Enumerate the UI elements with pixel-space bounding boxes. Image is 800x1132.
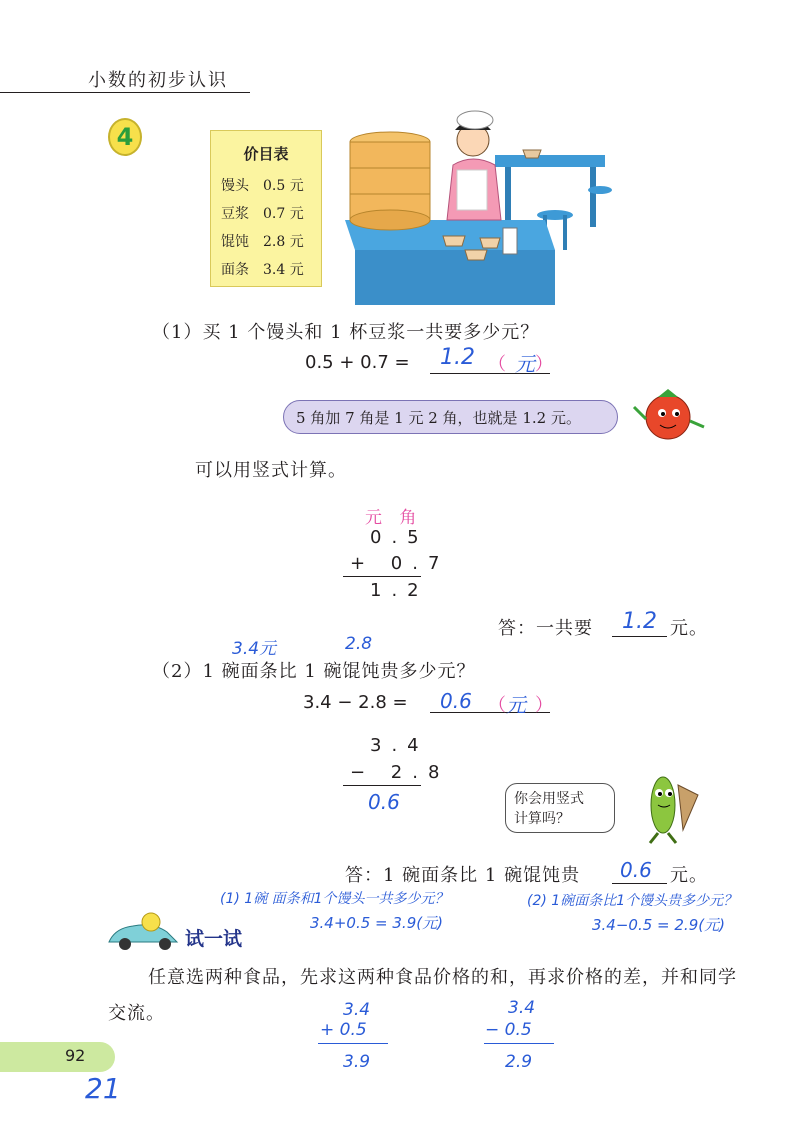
vertical-calc-note: 可以用竖式计算。 xyxy=(195,460,347,481)
hw-note-price-b: 2.8 xyxy=(345,634,373,654)
answer-1-blank xyxy=(612,636,667,637)
hw-vertical-2-result: 2.9 xyxy=(505,1052,533,1072)
equation-2: 3.4 − 2.8 = xyxy=(303,692,408,713)
vertical-rule-2 xyxy=(343,785,421,786)
hw-vertical-1-result: 3.9 xyxy=(343,1052,371,1072)
example-number-badge: 4 xyxy=(108,118,142,156)
unit-paren-open-2: （ xyxy=(488,695,506,716)
hw-try-answer-1: 3.4+0.5 = 3.9(元) xyxy=(310,914,443,932)
bubble-line-2: 计算吗？ xyxy=(514,811,570,827)
question-2: （2）1 碗面条比 1 碗馄饨贵多少元？ xyxy=(152,661,476,682)
hw-vertical-2-rule xyxy=(484,1043,554,1044)
question-1: （1）买 1 个馒头和 1 杯豆浆一共要多少元？ xyxy=(152,322,540,343)
hw-answer-2: 0.6 xyxy=(440,689,472,713)
hw-vertical-1-top: 3.4 xyxy=(343,1000,371,1020)
price-item-name: 面条 xyxy=(221,262,249,278)
hw-try-question-2: (2) 1碗面条比1个馒头贵多少元？ xyxy=(527,893,738,909)
try-section-text: 任意选两种食品，先求这两种食品价格的和，再求价格的差，并和同学交流。 xyxy=(108,967,737,1024)
vertical-line-2: + 0.7 xyxy=(350,553,450,574)
unit-paren-close-1: ） xyxy=(535,354,553,375)
table-top xyxy=(495,155,605,167)
hint-speech-bubble: 5 角加 7 角是 1 元 2 角，也就是 1.2 元。 xyxy=(283,400,618,434)
vertical-line-1: 0.5 xyxy=(370,527,429,548)
answer-1-prefix: 答：一共要 xyxy=(498,618,593,639)
answer-1-suffix: 元。 xyxy=(670,618,708,639)
chapter-title: 小数的初步认识 xyxy=(88,70,228,91)
price-item-price: 3.4 元 xyxy=(263,262,304,278)
vertical2-line-2: − 2.8 xyxy=(350,762,450,783)
question-speech-bubble xyxy=(505,783,615,833)
vertical-result-1: 1.2 xyxy=(370,580,429,601)
hw-vertical-1-mid: + 0.5 xyxy=(320,1020,367,1040)
answer-2-blank xyxy=(612,883,667,884)
page-number-tab xyxy=(0,1042,115,1072)
answer-1-hw: 1.2 xyxy=(622,609,657,634)
header-rule xyxy=(0,92,250,93)
hw-note-price-a: 3.4元 xyxy=(232,639,277,659)
price-table-title: 价目表 xyxy=(243,145,289,163)
price-item-name: 豆浆 xyxy=(221,206,249,222)
hw-answer-1: 1.2 xyxy=(440,345,475,370)
hw-vertical-1-rule xyxy=(318,1043,388,1044)
hw-unit-1: 元 xyxy=(515,352,535,376)
hw-unit-2: 元 xyxy=(506,693,526,717)
price-item-price: 0.7 元 xyxy=(263,206,304,222)
answer-2-hw: 0.6 xyxy=(620,858,652,882)
hw-try-question-1: (1) 1碗 面条和1个馒头一共多少元？ xyxy=(220,891,449,907)
unit-paren-close-2: ） xyxy=(535,695,553,716)
car-mascot-icon xyxy=(105,910,183,952)
food-stall-illustration xyxy=(345,110,615,305)
answer-2-prefix: 答：1 碗面条比 1 碗馄饨贵 xyxy=(345,865,581,886)
tomato-mascot-icon xyxy=(630,385,710,445)
price-item-price: 0.5 元 xyxy=(263,178,304,194)
price-item-name: 馄饨 xyxy=(221,234,249,250)
bubble-line-1: 你会用竖式 xyxy=(514,791,584,807)
try-section-label: 试一试 xyxy=(185,928,243,950)
hw-page-mark: 21 xyxy=(85,1072,121,1105)
price-table xyxy=(210,130,322,287)
hw-vertical-2-mid: − 0.5 xyxy=(485,1020,532,1040)
pea-mascot-icon xyxy=(628,765,703,845)
price-item-price: 2.8 元 xyxy=(263,234,304,250)
hw-vertical-2-top: 3.4 xyxy=(508,998,536,1018)
vertical-unit-labels: 元 角 xyxy=(365,508,423,528)
equation-1: 0.5 + 0.7 = xyxy=(305,352,410,373)
vertical-rule-1 xyxy=(343,576,421,577)
unit-paren-open-1: （ xyxy=(488,354,506,375)
price-item-name: 馒头 xyxy=(221,178,249,194)
answer-2-suffix: 元。 xyxy=(670,865,708,886)
vertical2-line-1: 3.4 xyxy=(370,735,429,756)
hw-try-answer-2: 3.4−0.5 = 2.9(元) xyxy=(592,916,725,934)
page-number: 92 xyxy=(65,1046,86,1065)
vertical2-result-hw: 0.6 xyxy=(368,790,400,814)
